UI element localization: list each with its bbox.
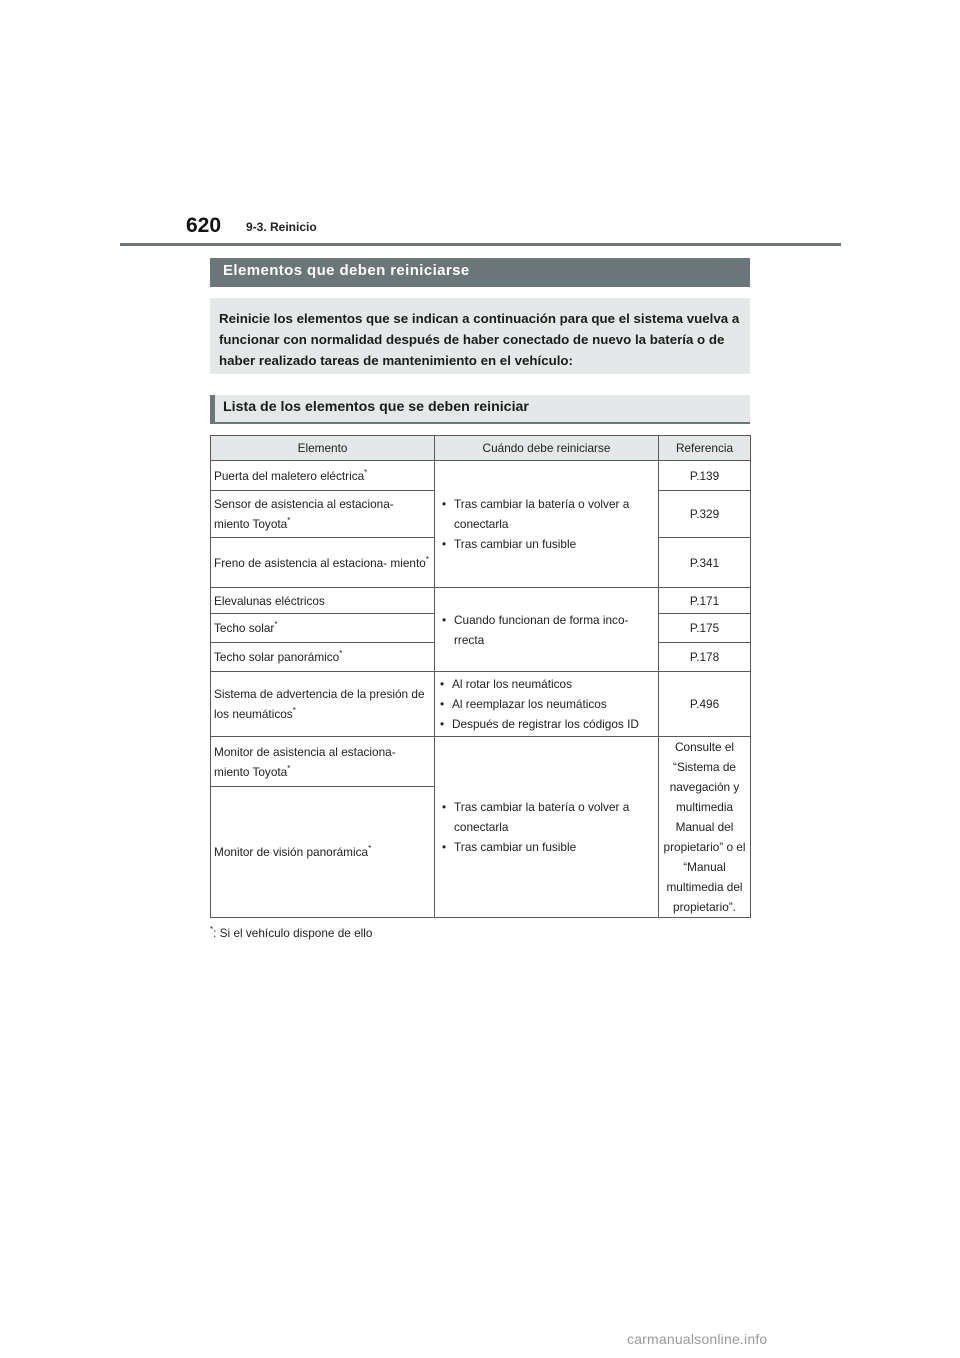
- list-item: • Después de registrar los códigos ID: [440, 714, 657, 734]
- reference-cell: P.329: [659, 491, 751, 538]
- footnote-text: : Si el vehículo dispone de ello: [213, 926, 373, 940]
- list-item: • Tras cambiar la batería o volver a conectarla: [442, 797, 655, 837]
- when-cell: [435, 672, 659, 737]
- reference-cell: P.175: [659, 614, 751, 643]
- reference-cell: Consulte el “Sistema de navegación y multimedia Manual del propietario” o el “Manual multimedia del propietario”.: [659, 737, 751, 918]
- when-cell: [435, 461, 659, 588]
- header-item: Elemento: [211, 436, 435, 461]
- intro-text: Reinicie los elementos que se indican a continuación para que el sistema vuelva a funcionar con normalidad después de haber conectado de nuevo la batería o de haber realizado tareas de mantenimiento en el vehículo:: [219, 311, 740, 368]
- subtitle-bar: [210, 395, 750, 424]
- when-cell: [435, 737, 659, 918]
- table-row: [211, 461, 751, 491]
- when-cell: [435, 588, 659, 672]
- list-item: • Al rotar los neumáticos: [440, 674, 657, 694]
- list-item: • Tras cambiar un fusible: [442, 837, 655, 857]
- header-rule: [120, 243, 841, 246]
- item-cell: Monitor de visión panorámica*: [211, 787, 435, 918]
- table-row: [211, 672, 751, 737]
- reference-cell: P.139: [659, 461, 751, 491]
- table-row: [211, 588, 751, 614]
- item-cell: Puerta del maletero eléctrica*: [211, 461, 435, 491]
- list-item: • Cuando funcionan de forma inco- rrecta: [442, 610, 655, 650]
- header-reference: Referencia: [659, 436, 751, 461]
- reference-cell: P.496: [659, 672, 751, 737]
- table-row: [211, 737, 751, 787]
- list-item: • Tras cambiar la batería o volver a conectarla: [442, 494, 655, 534]
- item-cell: Techo solar*: [211, 614, 435, 643]
- section-title-bar: [210, 258, 750, 287]
- section-title: Elementos que deben reiniciarse: [223, 262, 470, 279]
- footnote-mark: *: [210, 925, 214, 935]
- subtitle-text: Lista de los elementos que se deben reiniciar: [223, 399, 529, 415]
- reference-cell: P.178: [659, 643, 751, 672]
- footnote: [210, 926, 373, 940]
- reference-cell: P.171: [659, 588, 751, 614]
- header-when: Cuándo debe reiniciarse: [435, 436, 659, 461]
- watermark: carmanualsonline.info: [627, 1331, 768, 1347]
- item-cell: Elevalunas eléctricos: [211, 588, 435, 614]
- table-header-row: [211, 436, 751, 461]
- reference-cell: P.341: [659, 538, 751, 588]
- intro-box: [210, 298, 750, 374]
- section-label: 9-3. Reinicio: [246, 220, 317, 234]
- item-cell: Sistema de advertencia de la presión de los neumáticos*: [211, 672, 435, 737]
- list-item: • Al reemplazar los neumáticos: [440, 694, 657, 714]
- item-cell: Monitor de asistencia al estaciona- miento Toyota*: [211, 737, 435, 787]
- item-cell: Sensor de asistencia al estaciona- miento Toyota*: [211, 491, 435, 538]
- item-cell: Freno de asistencia al estaciona- miento*: [211, 538, 435, 588]
- list-item: • Tras cambiar un fusible: [442, 534, 655, 554]
- item-cell: Techo solar panorámico*: [211, 643, 435, 672]
- page-number: 620: [186, 214, 222, 237]
- reset-items-table: [210, 435, 751, 918]
- subtitle-accent: [210, 395, 215, 422]
